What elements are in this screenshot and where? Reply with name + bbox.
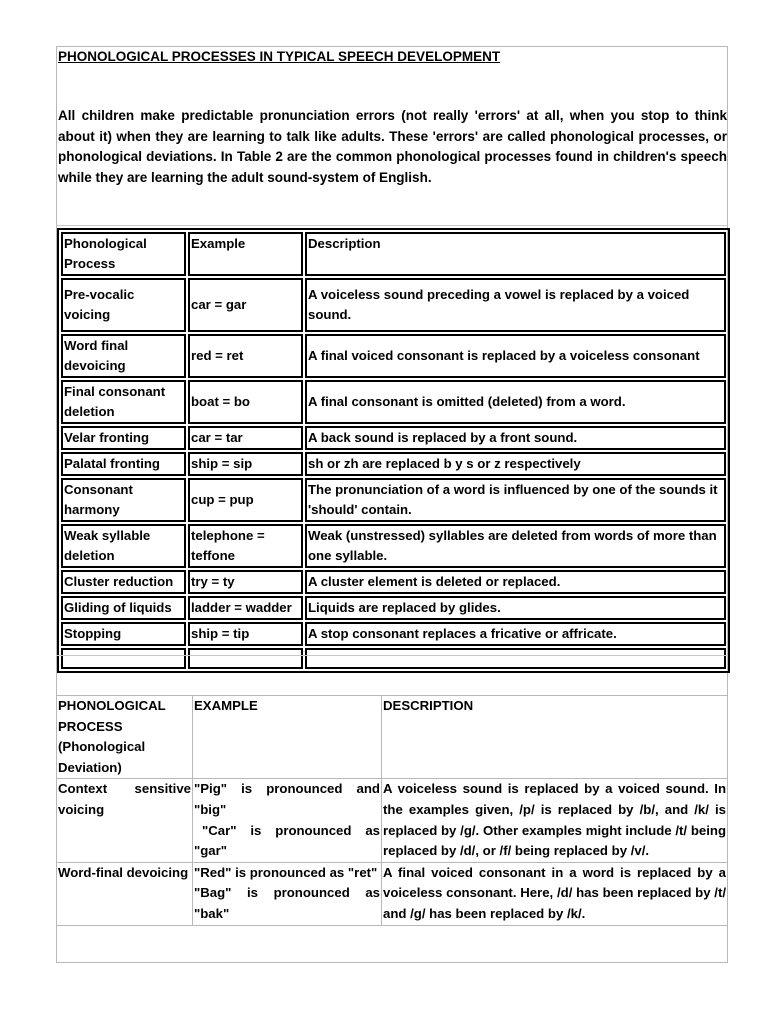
example-cell: boat = bo bbox=[188, 380, 303, 424]
header-cell: Phonological Process bbox=[61, 232, 186, 276]
example-line: "Car" is pronounced as "gar" bbox=[194, 822, 380, 859]
section-divider bbox=[56, 655, 728, 656]
process-cell: Velar fronting bbox=[61, 426, 186, 450]
description-cell: A final voiced consonant is replaced by a voiceless consonant bbox=[305, 334, 726, 378]
table-row bbox=[61, 452, 726, 476]
header-cell: PHONOLOGICAL PROCESS (Phonological Deviation) bbox=[57, 696, 193, 779]
table-row bbox=[61, 380, 726, 424]
example-cell: car = gar bbox=[188, 278, 303, 332]
description-cell: A cluster element is deleted or replaced. bbox=[305, 570, 726, 594]
process-cell: Pre-vocalic voicing bbox=[61, 278, 186, 332]
header-cell: Example bbox=[188, 232, 303, 276]
table-header-row bbox=[57, 696, 728, 779]
description-cell: A stop consonant replaces a fricative or affricate. bbox=[305, 622, 726, 646]
phonological-processes-table bbox=[57, 228, 730, 673]
intro-paragraph: All children make predictable pronunciation errors (not really 'errors' at all, when you stop to think about it) when they are learning to talk like adults. These 'errors' are called phonological processes, or phonological deviations. In Table 2 are the common phonological processes found in children's speech while they are learning the adult sound-system of English. bbox=[58, 108, 727, 185]
example-cell bbox=[193, 862, 382, 925]
example-cell bbox=[188, 648, 303, 669]
example-cell: red = ret bbox=[188, 334, 303, 378]
process-cell: Consonant harmony bbox=[61, 478, 186, 522]
example-line: "Pig" is pronounced and "big" bbox=[194, 781, 380, 817]
table-row bbox=[61, 426, 726, 450]
table-row bbox=[61, 334, 726, 378]
example-cell: ship = sip bbox=[188, 452, 303, 476]
example-cell: ship = tip bbox=[188, 622, 303, 646]
example-cell: telephone = teffone bbox=[188, 524, 303, 568]
table-row bbox=[61, 596, 726, 620]
process-cell: Word-final devoicing bbox=[57, 862, 193, 925]
description-cell: sh or zh are replaced b y s or z respectively bbox=[305, 452, 726, 476]
example-cell: car = tar bbox=[188, 426, 303, 450]
process-cell: Word final devoicing bbox=[61, 334, 186, 378]
process-cell: Stopping bbox=[61, 622, 186, 646]
process-cell: Palatal fronting bbox=[61, 452, 186, 476]
table-row bbox=[61, 648, 726, 669]
description-cell bbox=[305, 648, 726, 669]
example-line: "Bag" is pronounced as "bak" bbox=[194, 885, 380, 921]
table-row bbox=[57, 862, 728, 925]
header-cell: EXAMPLE bbox=[193, 696, 382, 779]
process-cell: Cluster reduction bbox=[61, 570, 186, 594]
description-cell: A final voiced consonant in a word is replaced by a voiceless consonant. Here, /d/ has been replaced by /t/ and /g/ has been replaced by /k/. bbox=[382, 862, 728, 925]
description-cell: Liquids are replaced by glides. bbox=[305, 596, 726, 620]
example-cell: cup = pup bbox=[188, 478, 303, 522]
description-cell: The pronunciation of a word is influenced by one of the sounds it 'should' contain. bbox=[305, 478, 726, 522]
header-cell: DESCRIPTION bbox=[382, 696, 728, 779]
example-cell: ladder = wadder bbox=[188, 596, 303, 620]
section-divider bbox=[56, 225, 728, 226]
table-row bbox=[61, 570, 726, 594]
example-line: "Red" is pronounced as "ret" bbox=[194, 864, 378, 880]
table-row bbox=[61, 524, 726, 568]
table-row bbox=[61, 622, 726, 646]
example-cell: try = ty bbox=[188, 570, 303, 594]
process-cell: Weak syllable deletion bbox=[61, 524, 186, 568]
table-header-row bbox=[61, 232, 726, 276]
description-cell: A voiceless sound is replaced by a voiced sound. In the examples given, /p/ is replaced by /b/, and /k/ is replaced by /g/. Other examples might include /t/ being replaced by /d/, or /f/ being replaced by /v/. bbox=[382, 779, 728, 862]
table-row bbox=[61, 478, 726, 522]
process-cell bbox=[61, 648, 186, 669]
document-title: PHONOLOGICAL PROCESSES IN TYPICAL SPEECH DEVELOPMENT bbox=[58, 49, 501, 64]
description-cell: A final consonant is omitted (deleted) from a word. bbox=[305, 380, 726, 424]
phonological-deviations-table bbox=[56, 695, 728, 926]
header-cell: Description bbox=[305, 232, 726, 276]
description-cell: A back sound is replaced by a front sound. bbox=[305, 426, 726, 450]
process-cell: Final consonant deletion bbox=[61, 380, 186, 424]
process-cell: Gliding of liquids bbox=[61, 596, 186, 620]
table-row bbox=[61, 278, 726, 332]
description-cell: Weak (unstressed) syllables are deleted from words of more than one syllable. bbox=[305, 524, 726, 568]
example-cell bbox=[193, 779, 382, 862]
description-cell: A voiceless sound preceding a vowel is replaced by a voiced sound. bbox=[305, 278, 726, 332]
table-row bbox=[57, 779, 728, 862]
process-cell: Context sensitive voicing bbox=[57, 779, 193, 862]
